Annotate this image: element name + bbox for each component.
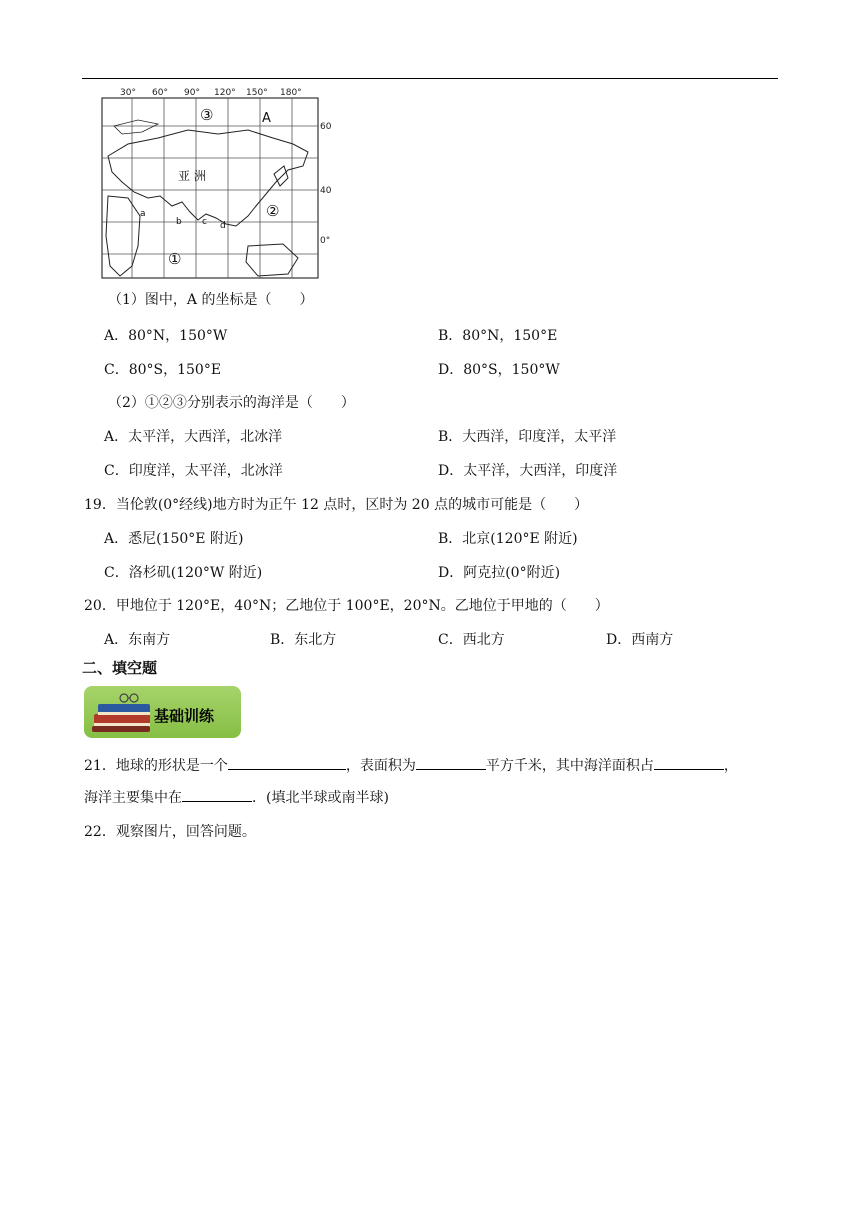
q18-sub1-option-b[interactable]: B．80°N，150°E — [438, 328, 558, 344]
q21-blank-shape[interactable] — [228, 754, 346, 770]
map-lon-label: 150° — [246, 88, 268, 98]
map-lon-label: 60° — [152, 88, 168, 98]
q18-sub2-option-a[interactable]: A．太平洋，大西洋，北冰洋 — [104, 429, 283, 445]
map-lon-label: 120° — [214, 88, 236, 98]
q19-option-d[interactable]: D．阿克拉(0°附近) — [438, 565, 561, 581]
q19-option-a[interactable]: A．悉尼(150°E 附近) — [104, 531, 244, 547]
header-rule — [82, 78, 778, 79]
q19-option-b[interactable]: B．北京(120°E 附近) — [438, 531, 578, 547]
q21-text-1: 21．地球的形状是一个 — [84, 758, 228, 774]
q21-blank-area[interactable] — [416, 754, 486, 770]
badge-label: 基础训练 — [154, 707, 215, 725]
q20-option-c[interactable]: C．西北方 — [438, 632, 505, 648]
map-lat-label: 40 — [320, 186, 332, 196]
q18-sub1-option-d[interactable]: D．80°S，150°W — [438, 362, 560, 378]
q21-text-5: 海洋主要集中在 — [84, 790, 182, 806]
q20-option-d[interactable]: D．西南方 — [606, 632, 674, 648]
map-lon-label: 90° — [184, 88, 200, 98]
q18-sub2-option-b[interactable]: B．大西洋，印度洋，太平洋 — [438, 429, 617, 445]
q18-sub1-option-c[interactable]: C．80°S，150°E — [104, 362, 222, 378]
map-lon-label: 180° — [280, 88, 302, 98]
asia-grid-map — [98, 86, 334, 282]
q19-option-c[interactable]: C．洛杉矶(120°W 附近) — [104, 565, 263, 581]
q20-option-a[interactable]: A．东南方 — [104, 632, 171, 648]
q21-line1 — [84, 754, 738, 776]
q18-sub1-option-a[interactable]: A．80°N，150°W — [104, 328, 228, 344]
q18-sub2-stem: （2）①②③分别表示的海洋是（ ） — [108, 395, 355, 411]
q20-option-b[interactable]: B．东北方 — [270, 632, 337, 648]
q18-sub1-stem: （1）图中，A 的坐标是（ ） — [108, 292, 314, 308]
q18-sub2-option-c[interactable]: C．印度洋，太平洋，北冰洋 — [104, 463, 283, 479]
q21-text-4: ， — [723, 758, 738, 774]
map-continent-label: 亚 洲 — [178, 169, 206, 183]
section-title: 二、填空题 — [82, 659, 158, 677]
q21-line2 — [84, 786, 389, 808]
map-lon-label: 30° — [120, 88, 136, 98]
q21-text-6: ．(填北半球或南半球) — [252, 790, 389, 806]
q18-sub2-option-d[interactable]: D．太平洋，大西洋，印度洋 — [438, 463, 618, 479]
q21-text-3: 平方千米，其中海洋面积占 — [485, 758, 654, 774]
map-letter-label: c — [202, 217, 207, 227]
map-lon-labels — [120, 88, 302, 98]
map-lat-label: 0° — [320, 236, 331, 246]
map-lat-label: 60 — [320, 122, 332, 132]
map-ocean-marker-1: ① — [168, 250, 182, 268]
q22-stem: 22．观察图片，回答问题。 — [84, 824, 256, 840]
q20-stem: 20．甲地位于 120°E，40°N；乙地位于 100°E，20°N。乙地位于甲地的（ ） — [84, 598, 609, 614]
map-ocean-marker-3: ③ — [200, 106, 214, 124]
q21-blank-hemisphere[interactable] — [182, 786, 252, 802]
books-icon — [90, 690, 156, 734]
map-point-a-label: A — [262, 111, 271, 126]
map-letter-label: d — [220, 221, 226, 231]
map-letter-label: a — [140, 209, 146, 219]
q21-blank-ocean-ratio[interactable] — [654, 754, 724, 770]
q21-text-2: ，表面积为 — [345, 758, 416, 774]
map-ocean-marker-2: ② — [266, 202, 280, 220]
map-letter-label: b — [176, 217, 182, 227]
q19-stem: 19．当伦敦(0°经线)地方时为正午 12 点时，区时为 20 点的城市可能是（ ） — [84, 497, 589, 513]
